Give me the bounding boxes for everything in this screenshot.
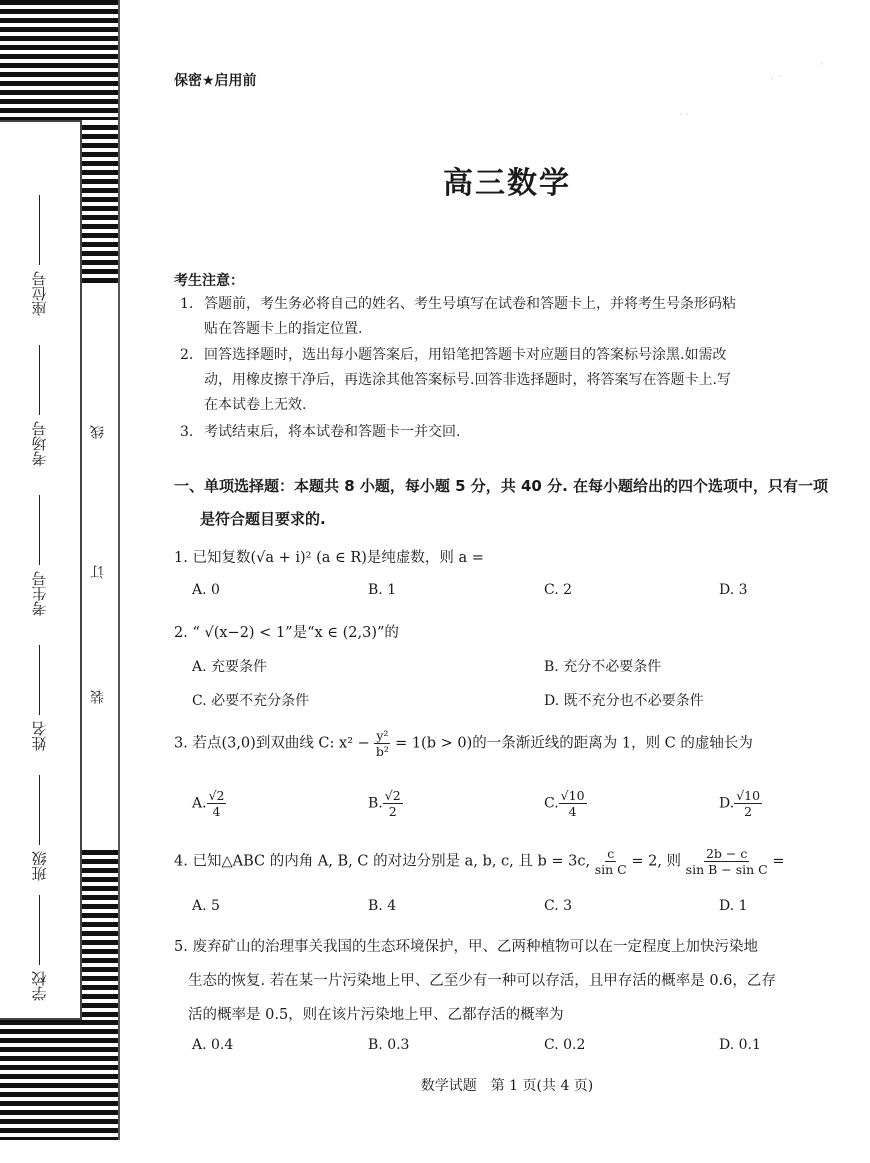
field-label: 学校 <box>30 971 49 1001</box>
notice-heading: 考生注意： <box>174 273 244 289</box>
bind-mark-staple: 订 <box>90 565 106 579</box>
numerator: √2 <box>208 788 225 803</box>
notice-text: 回答选择题时，选出每小题答案后，用铅笔把答题卡对应题目的答案标号涂黑.如需改 <box>204 347 727 363</box>
field-school <box>24 895 54 1001</box>
barcode-stripes-top <box>0 0 118 120</box>
stem-line: 活的概率是 0.5，则在该片污染地上甲、乙都存活的概率为 <box>188 1007 564 1023</box>
field-blank[interactable] <box>38 345 41 415</box>
notice-num: 3. <box>180 424 194 440</box>
field-label: 考场号 <box>30 421 49 466</box>
field-blank[interactable] <box>38 195 41 265</box>
barcode-stripes-bottom <box>0 1020 118 1140</box>
option-a[interactable]: A. 充要条件 <box>192 659 268 675</box>
section-heading <box>174 470 844 536</box>
numerator: 2b − c <box>705 846 748 861</box>
denominator: 4 <box>568 804 577 819</box>
fraction <box>559 788 587 819</box>
field-label: 班级 <box>30 851 49 881</box>
bind-mark-bind: 装 <box>90 690 106 704</box>
section-heading-line: 一、单项选择题：本题共 8 小题，每小题 5 分，共 40 分. 在每小题给出的四个选项中，只有一项 <box>174 477 829 495</box>
numerator: c <box>607 846 615 861</box>
option-a[interactable] <box>192 788 226 819</box>
barcode-stripes-lower-inner <box>80 850 118 1020</box>
option-b[interactable] <box>368 788 403 819</box>
fraction <box>686 846 768 877</box>
notice-text: 在本试卷上无效. <box>204 397 307 413</box>
field-blank[interactable] <box>38 645 41 715</box>
section-heading-line: 是符合题目要求的. <box>200 510 326 528</box>
question-5-stem <box>174 930 844 1032</box>
field-seat-number <box>24 195 54 316</box>
notice-text: 动，用橡皮擦干净后，再选涂其他答案标号.回答非选择题时，将答案写在答题卡上.写 <box>204 372 731 388</box>
notice-item-3 <box>180 420 844 445</box>
option-label: C. <box>544 795 559 812</box>
numerator: √2 <box>384 788 401 803</box>
question-4-stem <box>174 846 844 877</box>
binding-edge-line <box>118 0 120 1140</box>
option-c[interactable]: C. 必要不充分条件 <box>192 693 310 709</box>
numerator: y² <box>376 728 389 743</box>
fraction <box>734 788 762 819</box>
option-c[interactable]: C. 2 <box>544 582 573 598</box>
option-d[interactable]: D. 既不充分也不必要条件 <box>544 693 704 709</box>
denominator: sin C <box>594 862 627 877</box>
field-label: 考生号 <box>30 571 49 616</box>
question-3-stem <box>174 728 844 759</box>
field-label: 姓名 <box>30 721 49 751</box>
field-name <box>24 645 54 751</box>
notice-num: 2. <box>180 347 194 363</box>
field-class <box>24 775 54 881</box>
notice-item-1 <box>180 292 844 342</box>
option-d[interactable] <box>719 788 762 819</box>
fraction <box>595 846 627 877</box>
binding-frame-top <box>0 120 82 122</box>
stem-line: 5. 废弃矿山的治理事关我国的生态环境保护，甲、乙两种植物可以在一定程度上加快污染地 <box>174 939 758 955</box>
page-title: 高三数学 <box>443 166 571 201</box>
denominator: 2 <box>744 804 753 819</box>
stem-text: = 2, 则 <box>631 853 682 870</box>
numerator: √10 <box>560 788 585 803</box>
fraction <box>374 728 390 759</box>
field-label: 座位号 <box>30 271 49 316</box>
binding-frame-line <box>80 120 82 1020</box>
option-d[interactable]: D. 0.1 <box>719 1037 761 1053</box>
notice-text: 考试结束后，将本试卷和答题卡一并交回. <box>204 424 461 440</box>
denominator: 4 <box>212 804 221 819</box>
option-b[interactable]: B. 4 <box>368 898 397 914</box>
option-label: B. <box>368 795 383 812</box>
notice-text: 答题前，考生务必将自己的姓名、考生号填写在试卷和答题卡上，并将考生号条形码粘 <box>204 296 736 312</box>
question-2-stem: 2. “ √(x−2) < 1”是“x ∈ (2,3)”的 <box>174 625 399 641</box>
numerator: √10 <box>736 788 761 803</box>
denominator: 2 <box>388 804 397 819</box>
option-c[interactable]: C. 3 <box>544 898 573 914</box>
option-d[interactable]: D. 1 <box>719 898 748 914</box>
option-a[interactable]: A. 5 <box>192 898 220 914</box>
option-b[interactable]: B. 0.3 <box>368 1037 410 1053</box>
option-d[interactable]: D. 3 <box>719 582 748 598</box>
option-label: A. <box>192 795 207 812</box>
option-a[interactable]: A. 0.4 <box>192 1037 234 1053</box>
option-c[interactable] <box>544 788 587 819</box>
field-blank[interactable] <box>38 895 41 965</box>
notice-num: 1. <box>180 296 194 312</box>
notice-text: 贴在答题卡上的指定位置. <box>204 321 363 337</box>
option-label: D. <box>719 795 735 812</box>
barcode-stripes-upper-inner <box>80 125 118 285</box>
field-candidate-number <box>24 495 54 616</box>
field-blank[interactable] <box>38 495 41 565</box>
option-b[interactable]: B. 1 <box>368 582 397 598</box>
field-exam-room <box>24 345 54 466</box>
stem-text: 3. 若点(3,0)到双曲线 C: x² − <box>174 735 370 752</box>
notice-item-2 <box>180 343 844 418</box>
page-footer: 数学试题 第 1 页(共 4 页) <box>420 1078 594 1094</box>
fraction <box>207 788 227 819</box>
fraction <box>383 788 403 819</box>
denominator: b² <box>375 744 389 759</box>
field-blank[interactable] <box>38 775 41 845</box>
option-a[interactable]: A. 0 <box>192 582 220 598</box>
stem-line: 生态的恢复. 若在某一片污染地上甲、乙至少有一种可以存活，且甲存活的概率是 0.6，乙存 <box>188 973 776 989</box>
question-1-stem: 1. 已知复数(√a + i)² (a ∈ R)是纯虚数，则 a = <box>174 550 484 566</box>
option-c[interactable]: C. 0.2 <box>544 1037 586 1053</box>
stem-text: = <box>772 853 785 870</box>
stem-text: = 1(b > 0)的一条渐近线的距离为 1，则 C 的虚轴长为 <box>395 735 753 752</box>
stem-text: 4. 已知△ABC 的内角 A, B, C 的对边分别是 a, b, c, 且 b = 3c, <box>174 853 591 870</box>
denominator: sin B − sin C <box>685 862 768 877</box>
binding-frame-bottom <box>0 1018 82 1020</box>
binding-strip <box>0 0 120 1163</box>
bind-mark-line: 线 <box>90 425 106 439</box>
option-b[interactable]: B. 充分不必要条件 <box>544 659 662 675</box>
confidential-mark: 保密★启用前 <box>174 73 257 89</box>
